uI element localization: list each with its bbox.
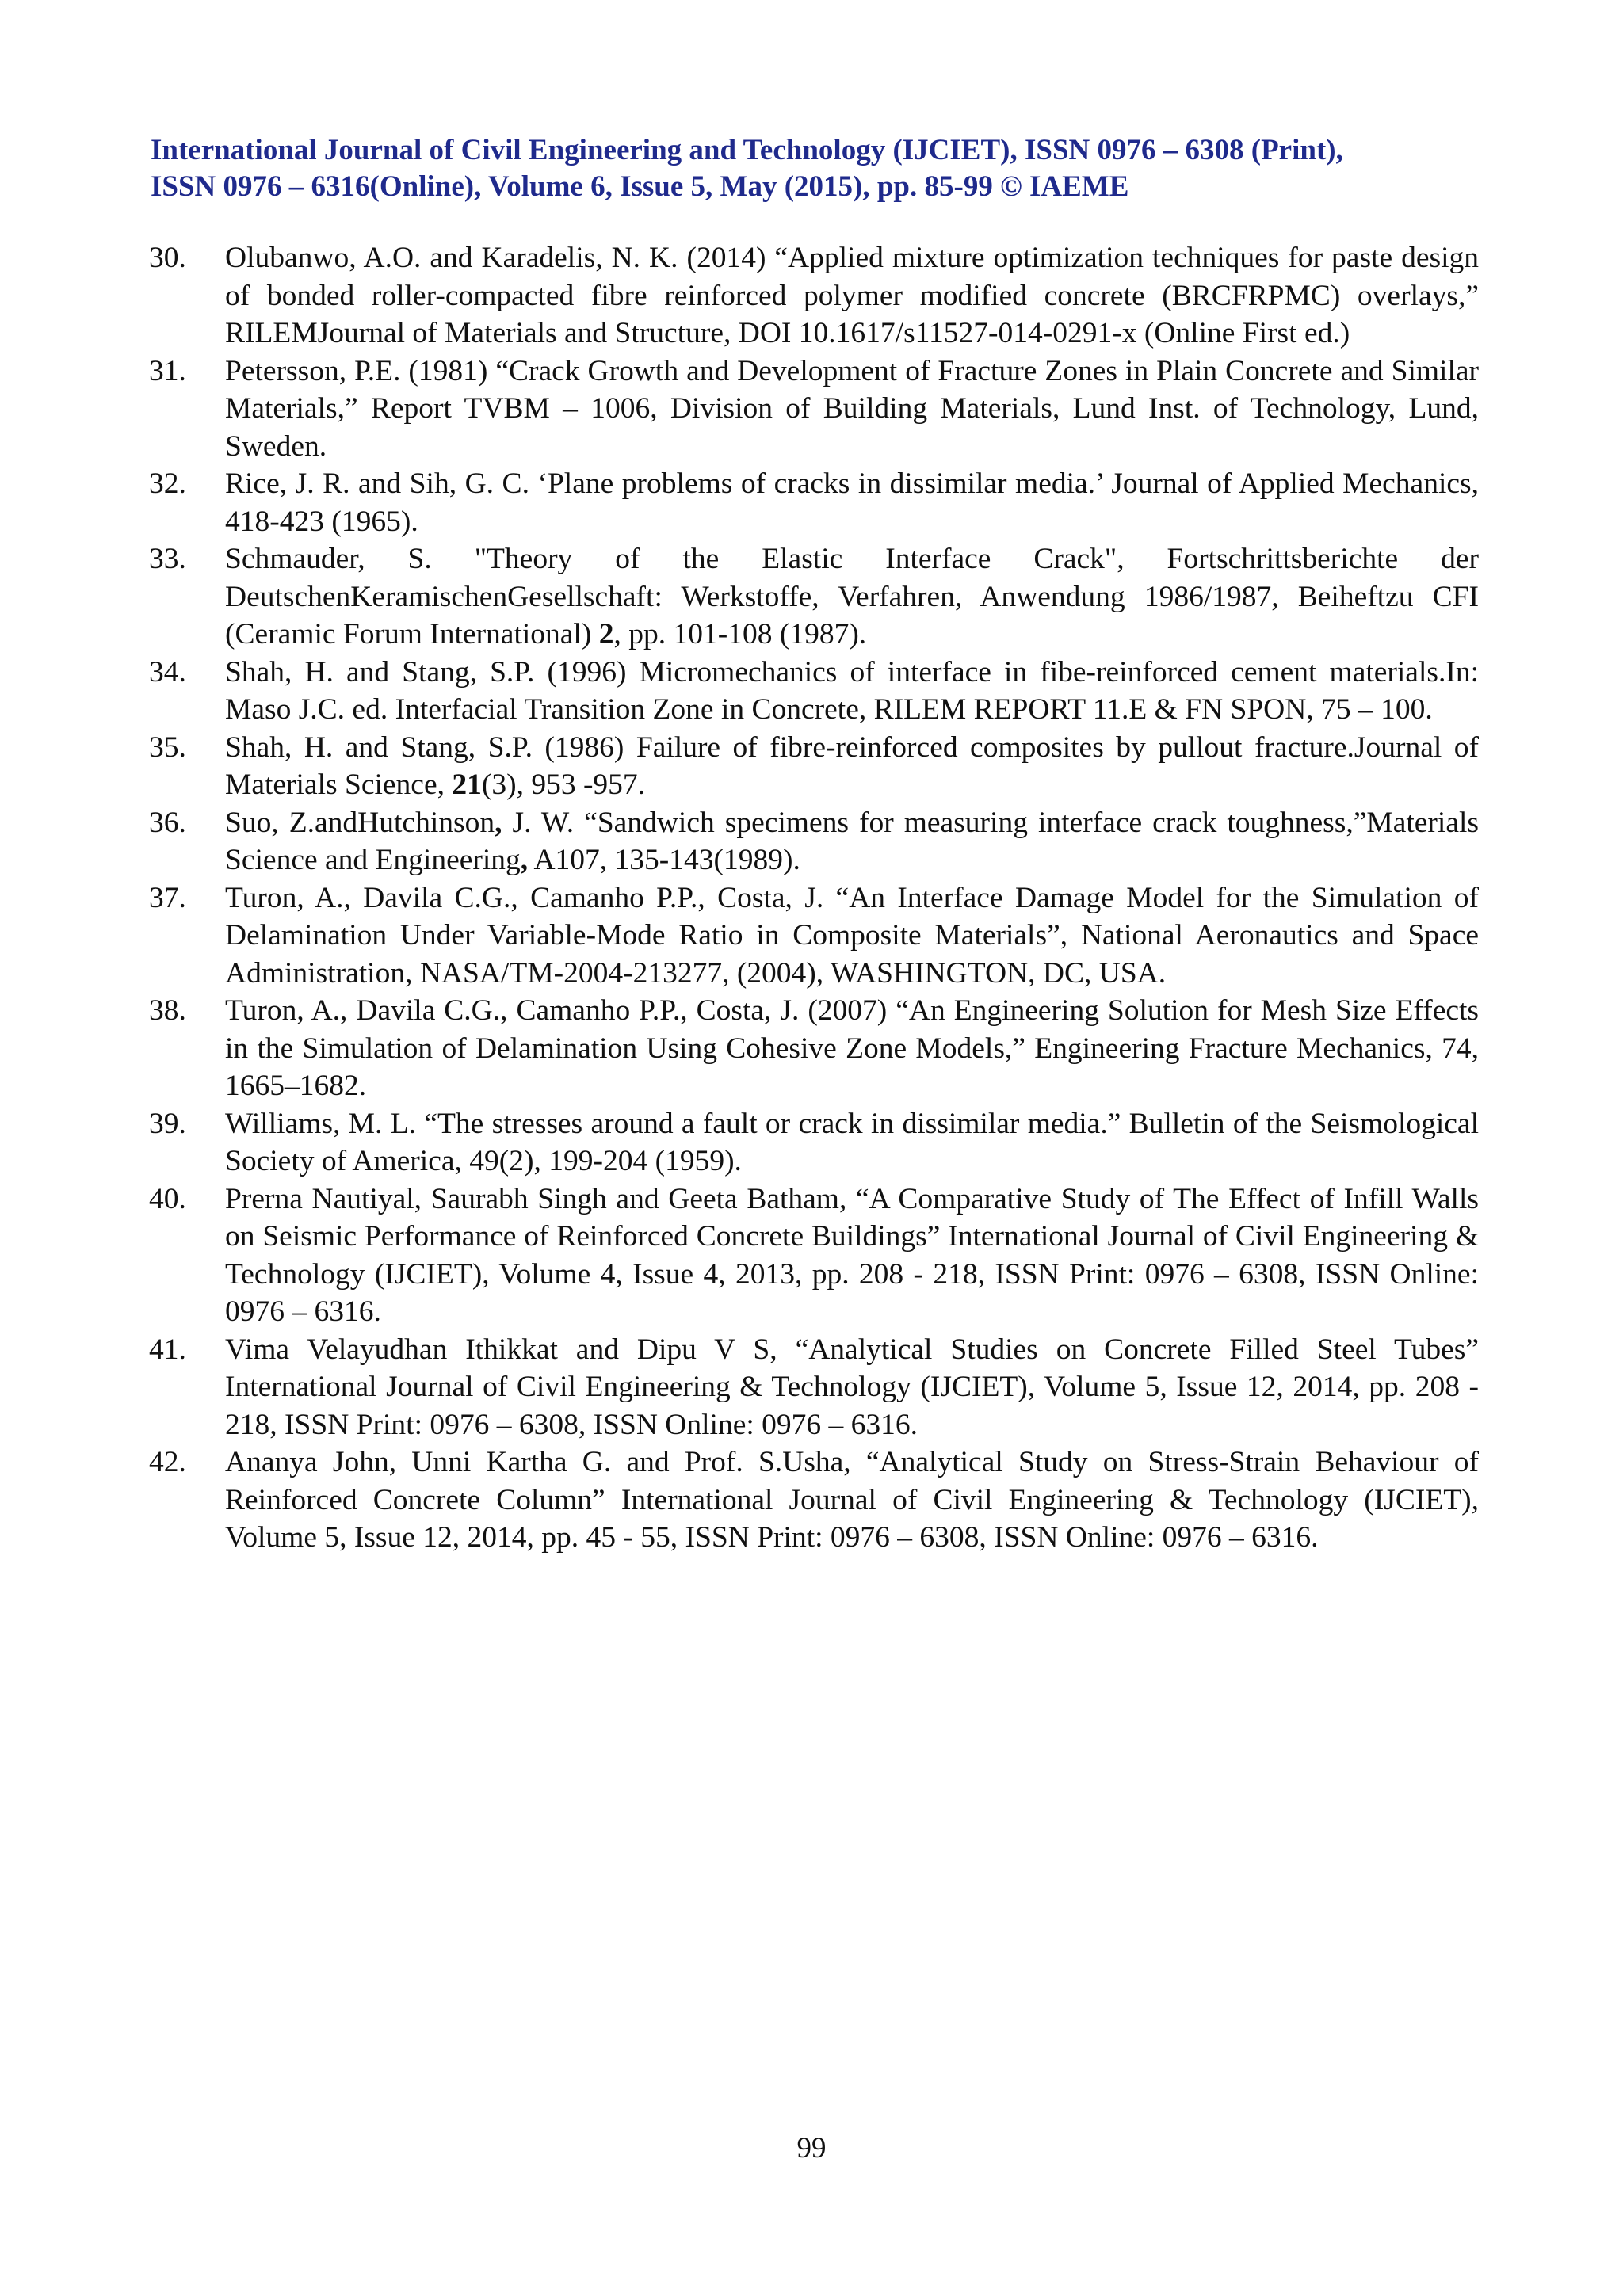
reference-text-part: Schmauder, S. "Theory of the Elastic Interface Crack", Fortschrittsberichte der DeutschenKeramischenGesellschaft: Werkstoffe, Verfahren, Anwendung 1986/1987, Beiheftzu CFI (Ceramic Forum International)	[225, 543, 1479, 650]
reference-text-part: (3), 953 -957.	[481, 769, 646, 801]
reference-text: Petersson, P.E. (1981) “Crack Growth and Development of Fracture Zones in Plain Concrete and Similar Materials,” Report TVBM – 1006, Division of Building Materials, Lund Inst. of Technology, Lund, Sweden.	[225, 354, 1479, 463]
reference-text	[225, 729, 1479, 804]
reference-number: 37.	[149, 881, 186, 914]
reference-item	[149, 1444, 1479, 1557]
reference-item	[149, 654, 1479, 729]
bold-comma: ,	[495, 806, 502, 839]
reference-list	[149, 239, 1479, 1557]
reference-text: Shah, H. and Stang, S.P. (1996) Micromechanics of interface in fibe-reinforced cement materials.In: Maso J.C. ed. Interfacial Transition Zone in Concrete, RILEM REPORT 11.E & FN SPON, 75 – 100.	[225, 655, 1479, 726]
volume-number: 21	[452, 769, 482, 801]
reference-number: 36.	[149, 806, 186, 839]
reference-item	[149, 1331, 1479, 1444]
page-number: 99	[796, 2132, 827, 2164]
reference-item	[149, 353, 1479, 466]
reference-number: 33.	[149, 543, 186, 575]
reference-item	[149, 1105, 1479, 1180]
reference-number: 32.	[149, 467, 186, 500]
reference-text-part: , pp. 101-108 (1987).	[613, 618, 867, 650]
reference-number: 41.	[149, 1333, 186, 1366]
reference-number: 38.	[149, 994, 186, 1027]
reference-number: 30.	[149, 242, 186, 274]
volume-number: 2	[598, 618, 614, 650]
reference-item	[149, 804, 1479, 879]
reference-text: Vima Velayudhan Ithikkat and Dipu V S, “Analytical Studies on Concrete Filled Steel Tubes” International Journal of Civil Engineering & Technology (IJCIET), Volume 5, Issue 12, 2014, pp. 208 - 218, ISSN Print: 0976 – 6308, ISSN Online: 0976 – 6316.	[225, 1333, 1479, 1441]
reference-item	[149, 729, 1479, 804]
reference-number: 34.	[149, 655, 186, 688]
reference-text: Prerna Nautiyal, Saurabh Singh and Geeta Batham, “A Comparative Study of The Effect of Infill Walls on Seismic Performance of Reinforced Concrete Buildings” International Journal of Civil Engineering & Technology (IJCIET), Volume 4, Issue 4, 2013, pp. 208 - 218, ISSN Print: 0976 – 6308, ISSN Online: 0976 – 6316.	[225, 1182, 1479, 1328]
reference-text	[225, 804, 1479, 879]
reference-text-part: A107, 135-143(1989).	[528, 844, 800, 876]
reference-number: 31.	[149, 354, 186, 387]
reference-text: Williams, M. L. “The stresses around a fault or crack in dissimilar media.” Bulletin of the Seismological Society of America, 49(2), 199-204 (1959).	[225, 1107, 1479, 1177]
reference-text-part: J. W. “Sandwich specimens for measuring interface crack toughness,”Materials Science and Engineering	[225, 806, 1479, 876]
reference-item	[149, 1180, 1479, 1331]
reference-text: Turon, A., Davila C.G., Camanho P.P., Costa, J. “An Interface Damage Model for the Simulation of Delamination Under Variable-Mode Ratio in Composite Materials”, National Aeronautics and Space Administration, NASA/TM-2004-213277, (2004), WASHINGTON, DC, USA.	[225, 881, 1479, 990]
reference-text-part: Suo, Z.andHutchinson	[225, 806, 495, 839]
reference-text: Olubanwo, A.O. and Karadelis, N. K. (2014) “Applied mixture optimization techniques for paste design of bonded roller-compacted fibre reinforced polymer modified concrete (BRCFRPMC) overlays,” RILEMJournal of Materials and Structure, DOI 10.1617/s11527-014-0291-x (Online First ed.)	[225, 242, 1479, 349]
header-line-2: ISSN 0976 – 6316(Online), Volume 6, Issue 5, May (2015), pp. 85-99 © IAEME	[151, 170, 1129, 203]
journal-header	[151, 132, 1482, 205]
reference-item	[149, 540, 1479, 654]
bold-comma: ,	[520, 844, 529, 876]
reference-number: 40.	[149, 1182, 186, 1215]
reference-item	[149, 465, 1479, 540]
reference-item	[149, 879, 1479, 993]
reference-item	[149, 239, 1479, 353]
reference-item	[149, 992, 1479, 1105]
reference-number: 39.	[149, 1107, 186, 1140]
reference-number: 35.	[149, 730, 186, 764]
reference-text-part: Shah, H. and Stang, S.P. (1986) Failure of fibre-reinforced composites by pullout fracture.Journal of Materials Science,	[225, 730, 1479, 801]
reference-text	[225, 540, 1479, 654]
header-line-1: International Journal of Civil Engineering and Technology (IJCIET), ISSN 0976 – 6308 (Print),	[151, 134, 1343, 166]
reference-text: Rice, J. R. and Sih, G. C. ‘Plane problems of cracks in dissimilar media.’ Journal of Applied Mechanics, 418-423 (1965).	[225, 467, 1479, 538]
reference-number: 42.	[149, 1446, 186, 1478]
reference-text: Ananya John, Unni Kartha G. and Prof. S.Usha, “Analytical Study on Stress-Strain Behaviour of Reinforced Concrete Column” International Journal of Civil Engineering & Technology (IJCIET), Volume 5, Issue 12, 2014, pp. 45 - 55, ISSN Print: 0976 – 6308, ISSN Online: 0976 – 6316.	[225, 1446, 1479, 1554]
reference-text: Turon, A., Davila C.G., Camanho P.P., Costa, J. (2007) “An Engineering Solution for Mesh Size Effects in the Simulation of Delamination Using Cohesive Zone Models,” Engineering Fracture Mechanics, 74, 1665–1682.	[225, 994, 1479, 1102]
